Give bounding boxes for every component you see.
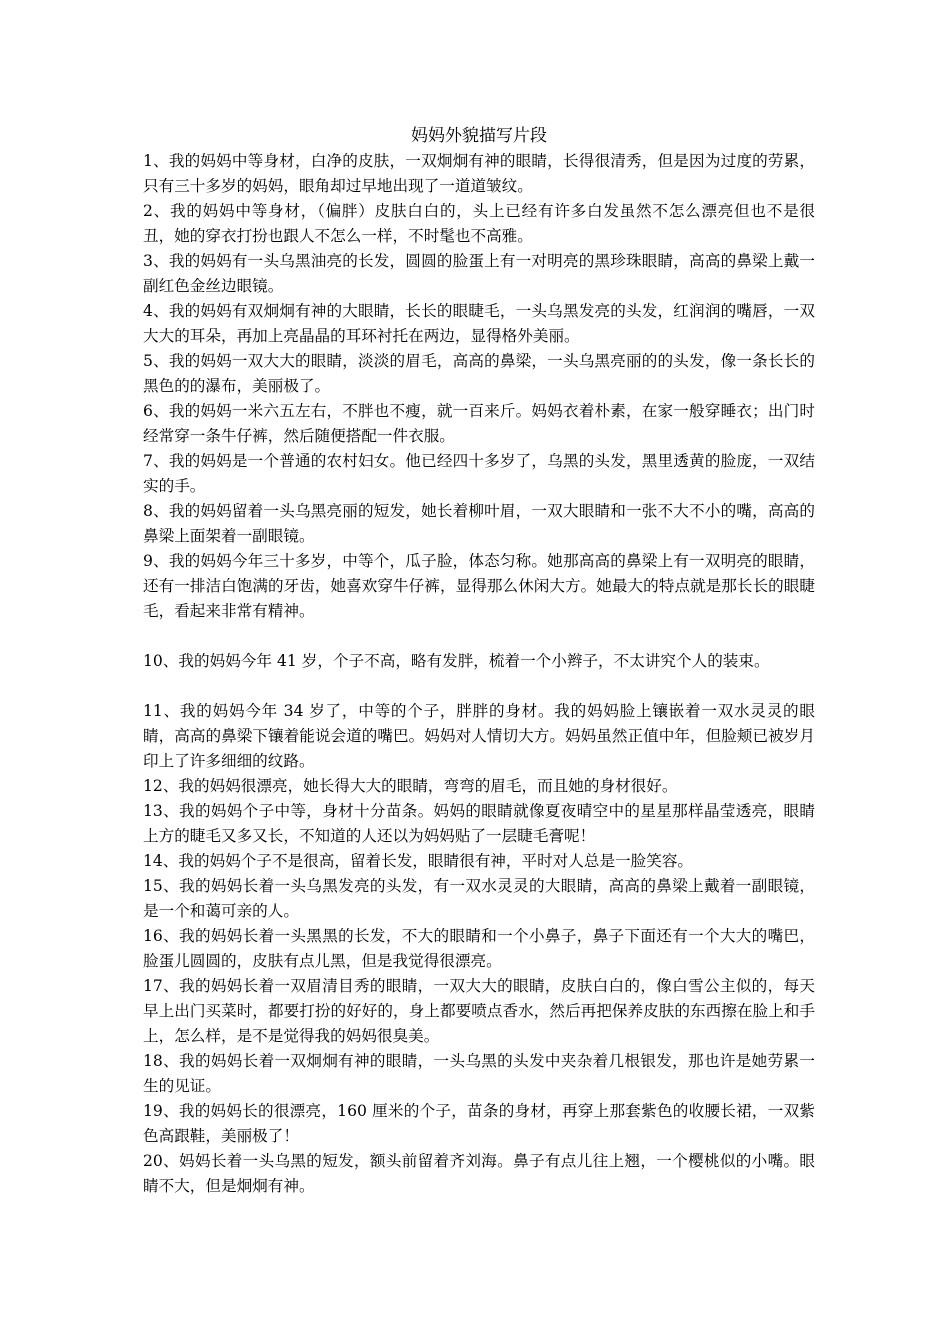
- paragraph-14: 14、我的妈妈个子不是很高，留着长发，眼睛很有神，平时对人总是一脸笑容。: [143, 852, 694, 870]
- paragraph-10: 10、我的妈妈今年 41 岁，个子不高，略有发胖，梳着一个小辫子，不太讲究个人的装束。: [143, 652, 770, 670]
- paragraph-9: 9、我的妈妈今年三十多岁，中等个，瓜子脸，体态匀称。她那高高的鼻梁上有一双明亮的眼睛，还有一排洁白饱满的牙齿，她喜欢穿牛仔裤，显得那么休闲大方。她最大的特点就是那长长的眼睫毛，看起来非常有精神。: [143, 552, 815, 620]
- paragraph-3: 3、我的妈妈有一头乌黑油亮的长发，圆圆的脸蛋上有一对明亮的黑珍珠眼睛，高高的鼻梁上戴一副红色金丝边眼镜。: [143, 252, 815, 295]
- paragraph-1: 1、我的妈妈中等身材，白净的皮肤，一双炯炯有神的眼睛，长得很清秀，但是因为过度的劳累，只有三十多岁的妈妈，眼角却过早地出现了一道道皱纹。: [143, 152, 815, 195]
- paragraph-2: 2、我的妈妈中等身材，（偏胖）皮肤白白的，头上已经有许多白发虽然不怎么漂亮但也不是很丑，她的穿衣打扮也跟人不怎么一样，不时髦也不高雅。: [143, 202, 815, 245]
- document-title: 妈妈外貌描写片段: [411, 126, 547, 146]
- paragraph-5: 5、我的妈妈一双大大的眼睛，淡淡的眉毛，高高的鼻梁，一头乌黑亮丽的的头发，像一条长长的黑色的的瀑布，美丽极了。: [143, 352, 815, 395]
- paragraph-8: 8、我的妈妈留着一头乌黑亮丽的短发，她长着柳叶眉，一双大眼睛和一张不大不小的嘴，高高的鼻梁上面架着一副眼镜。: [143, 502, 815, 545]
- paragraph-11: 11、我的妈妈今年 34 岁了，中等的个子，胖胖的身材。我的妈妈脸上镶嵌着一双水灵灵的眼睛，高高的鼻梁下镶着能说会道的嘴巴。妈妈对人情切大方。妈妈虽然正值中年，但脸颊已被岁月印上了许多细细的纹路。: [143, 702, 815, 770]
- paragraph-6: 6、我的妈妈一米六五左右，不胖也不瘦，就一百来斤。妈妈衣着朴素，在家一般穿睡衣；出门时经常穿一条牛仔裤，然后随便搭配一件衣服。: [143, 402, 815, 445]
- paragraph-gap: [143, 674, 815, 699]
- paragraph-16: 16、我的妈妈长着一头黑黑的长发，不大的眼睛和一个小鼻子，鼻子下面还有一个大大的嘴巴，脸蛋儿圆圆的，皮肤有点儿黑，但是我觉得很漂亮。: [143, 927, 815, 970]
- paragraph-18: 18、我的妈妈长着一双炯炯有神的眼睛，一头乌黑的头发中夹杂着几根银发，那也许是她劳累一生的见证。: [143, 1052, 815, 1095]
- paragraph-13: 13、我的妈妈个子中等，身材十分苗条。妈妈的眼睛就像夏夜晴空中的星星那样晶莹透亮，眼睛上方的睫毛又多又长，不知道的人还以为妈妈贴了一层睫毛膏呢！: [143, 802, 815, 845]
- paragraph-17: 17、我的妈妈长着一双眉清目秀的眼睛，一双大大的眼睛，皮肤白白的，像白雪公主似的，每天早上出门买菜时，都要打扮的好好的，身上都要喷点香水，然后再把保养皮肤的东西擦在脸上和手上，怎么样，是不是觉得我的妈妈很臭美。: [143, 977, 815, 1045]
- paragraph-15: 15、我的妈妈长着一头乌黑发亮的头发，有一双水灵灵的大眼睛，高高的鼻梁上戴着一副眼镜，是一个和蔼可亲的人。: [143, 877, 815, 920]
- paragraph-19: 19、我的妈妈长的很漂亮，160 厘米的个子，苗条的身材，再穿上那套紫色的收腰长裙，一双紫色高跟鞋，美丽极了！: [143, 1102, 815, 1145]
- paragraph-20: 20、妈妈长着一头乌黑的短发，额头前留着齐刘海。鼻子有点儿往上翘，一个樱桃似的小嘴。眼睛不大，但是炯炯有神。: [143, 1152, 815, 1195]
- paragraph-gap: [143, 624, 815, 649]
- paragraph-4: 4、我的妈妈有双炯炯有神的大眼睛，长长的眼睫毛，一头乌黑发亮的头发，红润润的嘴唇，一双大大的耳朵，再加上亮晶晶的耳环衬托在两边，显得格外美丽。: [143, 302, 815, 345]
- paragraph-7: 7、我的妈妈是一个普通的农村妇女。他已经四十多岁了，乌黑的头发，黑里透黄的脸庞，一双结实的手。: [143, 452, 815, 495]
- paragraph-12: 12、我的妈妈很漂亮，她长得大大的眼睛，弯弯的眉毛，而且她的身材很好。: [143, 777, 678, 795]
- document-page: [143, 124, 815, 1199]
